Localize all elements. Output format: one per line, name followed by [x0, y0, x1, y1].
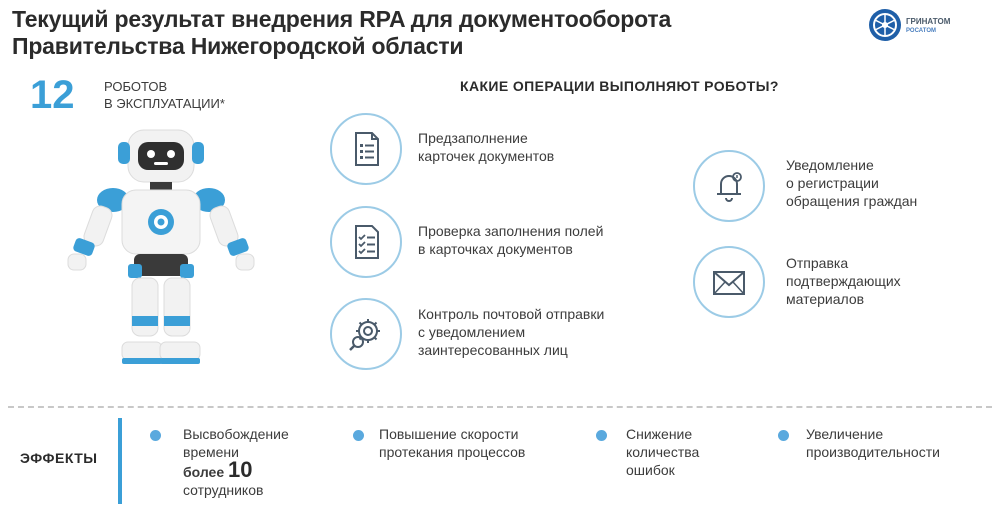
- robot-label-line-2: В ЭКСПЛУАТАЦИИ*: [104, 96, 225, 111]
- operation-1-line-2: карточек документов: [418, 148, 555, 164]
- effect-1-more-number: 10: [228, 457, 253, 482]
- effect-bullet-3: [596, 430, 607, 441]
- effect-4-line-2: производительности: [806, 444, 940, 460]
- effect-3-line-1: Снижение: [626, 426, 693, 442]
- title-line-1: Текущий результат внедрения RPA для документооборота: [12, 6, 672, 32]
- operation-5-line-1: Отправка: [786, 255, 849, 271]
- operation-2-line-2: в карточках документов: [418, 241, 573, 257]
- greenatom-logo: [868, 8, 988, 44]
- effect-4-line-1: Увеличение: [806, 426, 884, 442]
- operation-4-line-3: обращения граждан: [786, 193, 918, 209]
- envelope-icon: [709, 262, 749, 302]
- operation-3-line-2: с уведомлением: [418, 324, 526, 340]
- operation-3-line-3: заинтересованных лиц: [418, 342, 568, 358]
- effect-2-line-2: протекания процессов: [379, 444, 526, 460]
- checklist-icon: [346, 222, 386, 262]
- operation-circle-2: [330, 206, 402, 278]
- operation-4-line-2: о регистрации: [786, 175, 879, 191]
- operation-text-5: [786, 254, 901, 308]
- effects-accent-bar: [118, 418, 122, 504]
- gear-magnifier-icon: [346, 314, 386, 354]
- page-title: [12, 6, 671, 60]
- effect-1-more-suffix: сотрудников: [183, 482, 264, 498]
- effect-text-1: [183, 425, 289, 499]
- effect-text-2: [379, 425, 525, 461]
- effect-1-more: [183, 457, 289, 482]
- logo-name: ГРИНАТОМ: [906, 17, 951, 26]
- operation-text-3: [418, 305, 604, 359]
- robot-label-line-1: РОБОТОВ: [104, 79, 168, 94]
- effect-bullet-4: [778, 430, 789, 441]
- operation-circle-3: [330, 298, 402, 370]
- effect-1-line-2: времени: [183, 444, 239, 460]
- operation-3-line-1: Контроль почтовой отправки: [418, 306, 605, 322]
- effect-text-3: [626, 425, 699, 479]
- robot-count: 12: [30, 73, 75, 117]
- operation-2-line-1: Проверка заполнения полей: [418, 223, 604, 239]
- operation-text-2: [418, 222, 603, 258]
- robot-count-label: [104, 78, 225, 112]
- operation-circle-5: [693, 246, 765, 318]
- effect-3-line-2: количества: [626, 444, 700, 460]
- effect-bullet-2: [353, 430, 364, 441]
- effect-1-line-1: Высвобождение: [183, 426, 289, 442]
- effect-bullet-1: [150, 430, 161, 441]
- operation-circle-1: [330, 113, 402, 185]
- effect-3-line-3: ошибок: [626, 462, 675, 478]
- operation-4-line-1: Уведомление: [786, 157, 874, 173]
- title-line-2: Правительства Нижегородской области: [12, 33, 464, 59]
- bell-icon: [709, 166, 749, 206]
- section-divider: [8, 406, 992, 408]
- rosatom-emblem-icon: [868, 8, 902, 42]
- operations-title: КАКИЕ ОПЕРАЦИИ ВЫПОЛНЯЮТ РОБОТЫ?: [460, 78, 779, 94]
- robot-illustration: [58, 128, 258, 378]
- operation-text-4: [786, 156, 917, 210]
- operation-5-line-2: подтверждающих: [786, 273, 901, 289]
- effect-2-line-1: Повышение скорости: [379, 426, 519, 442]
- operation-text-1: [418, 129, 554, 165]
- operation-5-line-3: материалов: [786, 291, 865, 307]
- effect-1-more-prefix: более: [183, 464, 225, 480]
- effects-label: ЭФФЕКТЫ: [20, 450, 98, 466]
- logo-sub: РОСАТОМ: [906, 28, 936, 34]
- operation-1-line-1: Предзаполнение: [418, 130, 528, 146]
- effect-text-4: [806, 425, 940, 461]
- document-list-icon: [346, 129, 386, 169]
- operation-circle-4: [693, 150, 765, 222]
